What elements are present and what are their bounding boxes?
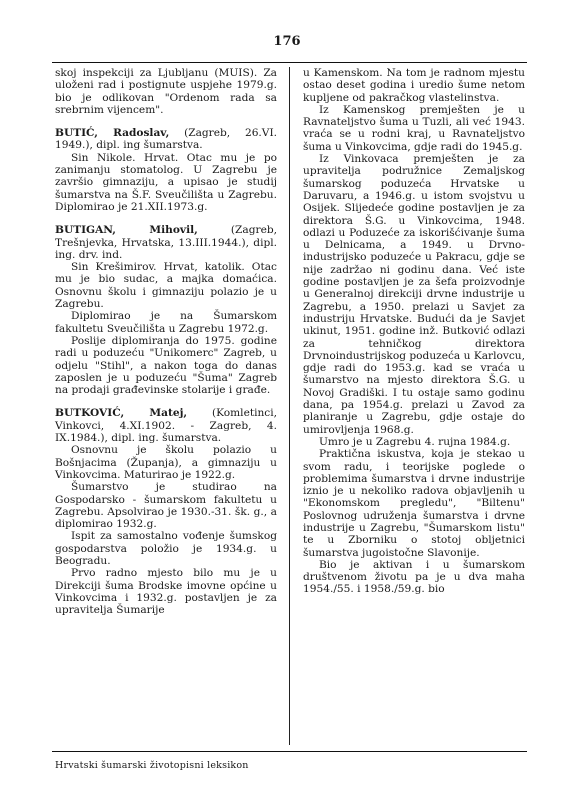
entry-header-butkovic	[55, 407, 277, 444]
butic-paragraph: Sin Nikole. Hrvat. Otac mu je po zanimanju stomatolog. U Zagrebu je završio gimnaziju, a upisao je studij šumarstva na Š.F. Sveučilišta u Zagrebu. Diplomirao je 21.XII.1973.g.	[55, 151, 277, 213]
left-column	[55, 67, 277, 616]
entry-details-butigan: (Zagreb, Trešnjevka, Hrvatska, 13.III.1944.), dipl. ing. drv. ind.	[55, 224, 277, 261]
butigan-paragraph-1: Sin Krešimirov. Hrvat, katolik. Otac mu je bio sudac, a majka domaćica. Osnovnu školu i gimnaziju polazio je u Zagrebu.	[55, 261, 277, 311]
right-paragraph-1: u Kamenskom. Na tom je radnom mjestu ostao deset godina i uredio šume netom kupljene od pakračkog vlastelinstva.	[303, 67, 525, 104]
right-column	[303, 67, 525, 596]
butigan-paragraph-3: Poslije diplomiranja do 1975. godine radi u poduzeću "Unikomerc" Zagreb, u odjelu "Stihl", a nakon toga do danas zaposlen je u poduzeću "Šuma" Zagreb na prodaji građevinske stolarije i građe.	[55, 334, 277, 397]
column-divider	[289, 67, 290, 745]
entry-name-butkovic: BUTKOVIĆ, Matej,	[55, 407, 188, 420]
entry-header-butigan	[55, 224, 277, 261]
footer-title: Hrvatski šumarski životopisni leksikon	[55, 760, 249, 771]
butkovic-paragraph-4: Prvo radno mjesto bilo mu je u Direkciji šuma Brodske imovne općine u Vinkovcima i 1932.g. postavljen je za upravitelja Šumarije	[55, 567, 277, 617]
entry-name-butic: BUTIĆ, Radoslav,	[55, 127, 170, 140]
right-paragraph-4: Umro je u Zagrebu 4. rujna 1984.g.	[319, 435, 511, 448]
entry-name-butigan: BUTIGAN, Mihovil,	[55, 224, 198, 237]
right-paragraph-2: Iz Kamenskog premješten je u Ravnateljstvo šuma u Tuzli, ali već 1943. vraća se u rodni kraj, u Ravnateljstvo šuma u Vinkovcima, gdje radi do 1945.g.	[303, 103, 525, 153]
butkovic-paragraph-2: Šumarstvo je studirao na Gospodarsko - šumarskom fakultetu u Zagrebu. Apsolvirao je 1930.-31. šk. g., a diplomirao 1932.g.	[55, 481, 277, 531]
right-paragraph-3: Iz Vinkovaca premješten je za upravitelja podružnice Zemaljskog šumarskog poduzeća Hrvatske u Daruvaru, a 1946.g. u istom svojstvu u Osijek. Slijedeće godine postavljen je za direktora Š.G. u Vinkovcima, 1948. odlazi u Poduzeće za iskorišćivanje šuma u Delnicama, a 1949. u Drvno-industrijsko poduzeće u Pakracu, gdje se nije zadržao ni godinu dana. Već iste godine postavljen je za šefa proizvodnje u Generalnoj direkciji drvne industrije u Zagrebu, a 1950. prelazi u Savjet za industriju Hrvatske. Budući da je Savjet ukinut, 1951. godine inž. Butković odlazi za tehničkog direktora Drvnoindustrijskog poduzeća u Karlovcu, gdje radi do 1953.g. kad se vraća u šumarstvo na mjesto direktora Š.G. u Novoj Gradiški. I tu ostaje samo godinu dana, pa 1954.g. prelazi u Zavod za planiranje u Zagrebu, gdje ostaje do umirovljenja 1968.g.	[303, 153, 525, 436]
entry-header-butic	[55, 127, 277, 152]
butigan-paragraph-2: Diplomirao je na Šumarskom fakultetu Sveučilišta u Zagrebu 1972.g.	[55, 310, 277, 335]
bottom-rule	[52, 751, 527, 752]
butkovic-paragraph-3: Ispit za samostalno vođenje šumskog gospodarstva položio je 1934.g. u Beogradu.	[55, 530, 277, 567]
entry-details-butic: (Zagreb, 26.VI. 1949.), dipl. ing šumarstva.	[55, 127, 277, 152]
page-number: 176	[273, 34, 301, 49]
right-paragraph-6: Bio je aktivan i u šumarskom društvenom životu pa je u dva maha 1954./55. i 1958./59.g. bio	[303, 558, 525, 596]
top-rule	[52, 62, 527, 63]
right-paragraph-5: Praktična iskustva, koja je stekao u svom radu, i teorijske poglede o problemima šumarstva i drvne industrije iznio je u nekoliko radova objavljenih u "Ekonomskom pregledu", "Biltenu" Poslovnog udruženja šumarstva i drvne industrije u Zagrebu, "Šumarskom listu" te u Zborniku o stotoj obljetnici šumarstva jugoistočne Slavonije.	[303, 448, 525, 559]
intro-paragraph: skoj inspekciji za Ljubljanu (MUIS). Za uloženi rad i postignute uspjehe 1979.g. bio je odlikovan "Ordenom rada sa srebrnim vijencem".	[55, 67, 277, 116]
butkovic-paragraph-1: Osnovnu je školu polazio u Bošnjacima (Županja), a gimnaziju u Vinkovcima. Maturirao je 1922.g.	[55, 444, 277, 481]
entry-details-butkovic: (Komletinci, Vinkovci, 4.XI.1902. - Zagreb, 4. IX.1984.), dipl. ing. šumarstva.	[55, 407, 277, 445]
